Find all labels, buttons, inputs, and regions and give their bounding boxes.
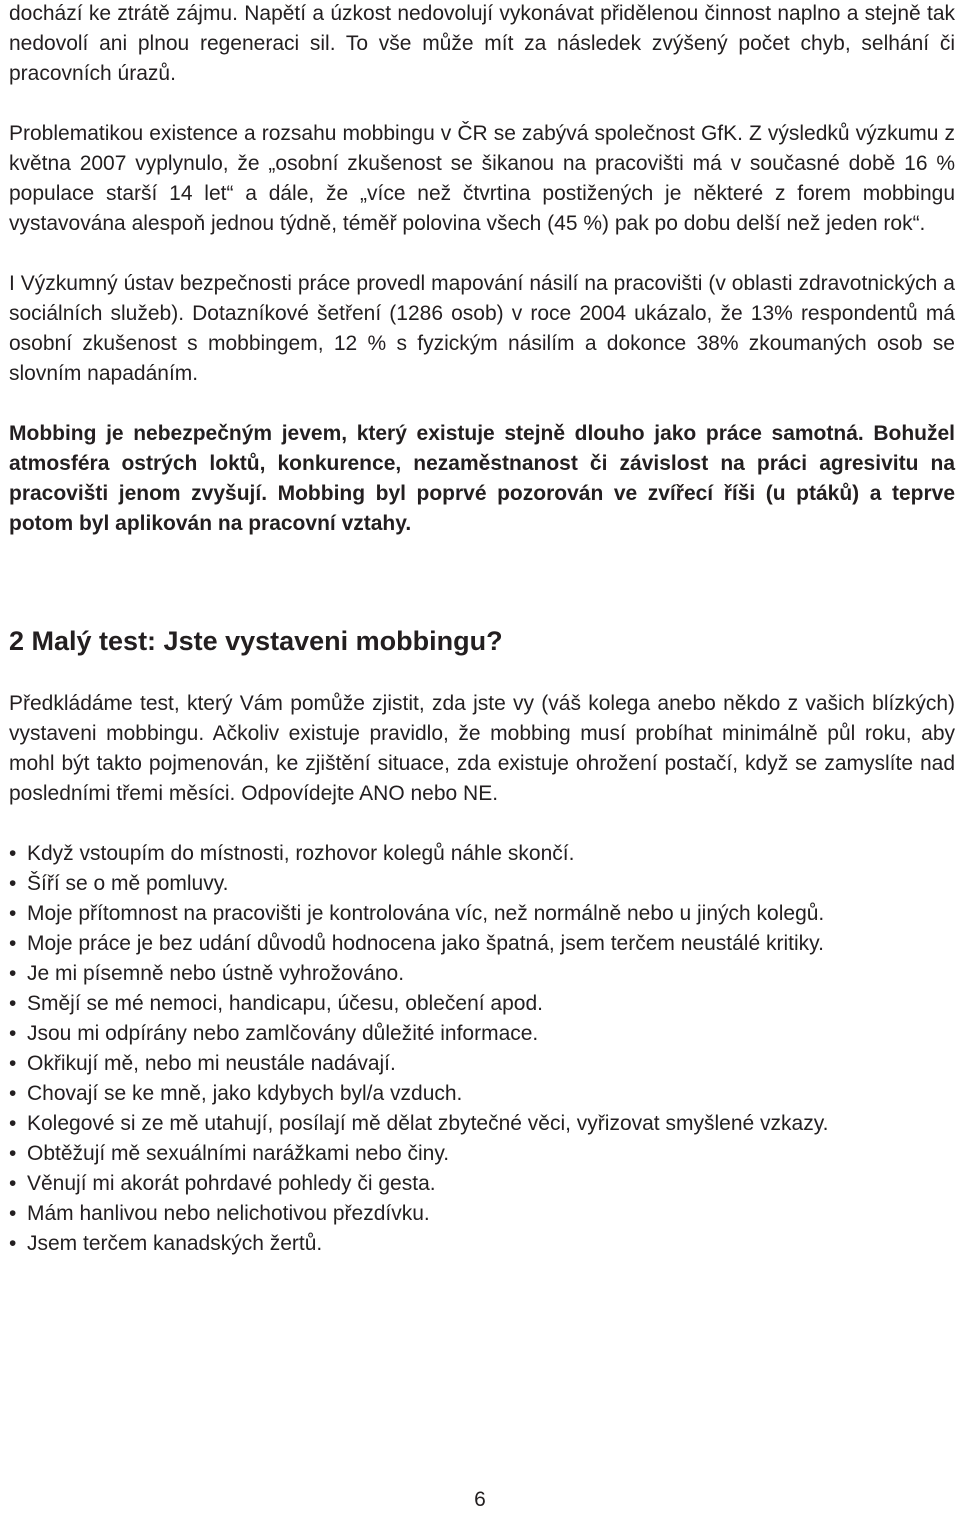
list-item: • Obtěžují mě sexuálními narážkami nebo činy. [9, 1139, 955, 1169]
list-item: • Moje práce je bez udání důvodů hodnocena jako špatná, jsem terčem neustálé kritiky. [9, 929, 955, 959]
document-page [9, 0, 955, 1259]
paragraph-vubp-research: I Výzkumný ústav bezpečnosti práce provedl mapování násilí na pracovišti (v oblasti zdravotnických a sociálních služeb). Dotazníkové šetření (1286 osob) v roce 2004 ukázalo, že 13% respondentů má osobní zkušenost s mobbingem, 12 % s fyzickým násilím a dokonce 38% zkoumaných osob se slovním napadáním. [9, 272, 955, 385]
question-list [9, 839, 955, 1259]
list-item: • Šíří se o mě pomluvy. [9, 869, 955, 899]
list-item: • Kolegové si ze mě utahují, posílají mě dělat zbytečné věci, vyřizovat smyšlené vzkazy. [9, 1109, 955, 1139]
list-item: • Jsem terčem kanadských žertů. [9, 1229, 955, 1259]
page-number: 6 [474, 1488, 486, 1511]
list-item: • Okřikují mě, nebo mi neustále nadávají. [9, 1049, 955, 1079]
list-item: • Je mi písemně nebo ústně vyhrožováno. [9, 959, 955, 989]
paragraph-consequences: dochází ke ztrátě zájmu. Napětí a úzkost nedovolují vykonávat přidělenou činnost naplno a stejně tak nedovolí ani plnou regeneraci sil. To vše může mít za následek zvýšený počet chyb, selhání či pracovních úrazů. [9, 2, 955, 85]
list-item: • Smějí se mé nemoci, handicapu, účesu, oblečení apod. [9, 989, 955, 1019]
list-item: • Chovají se ke mně, jako kdybych byl/a vzduch. [9, 1079, 955, 1109]
list-item: • Když vstoupím do místnosti, rozhovor kolegů náhle skončí. [9, 839, 955, 869]
list-item: • Věnují mi akorát pohrdavé pohledy či gesta. [9, 1169, 955, 1199]
section-heading: 2 Malý test: Jste vystaveni mobbingu? [9, 626, 503, 656]
list-item: • Mám hanlivou nebo nelichotivou přezdívku. [9, 1199, 955, 1229]
paragraph-mobbing-summary: Mobbing je nebezpečným jevem, který existuje stejně dlouho jako práce samotná. Bohužel atmosféra ostrých loktů, konkurence, nezaměstnanost či závislost na práci agresivitu na pracovišti jenom zvyšují. Mobbing byl poprvé pozorován ve zvířecí říši (u ptáků) a teprve potom byl aplikován na pracovní vztahy. [9, 422, 955, 535]
paragraph-gfk-research: Problematikou existence a rozsahu mobbingu v ČR se zabývá společnost GfK. Z výsledků výzkumu z května 2007 vyplynulo, že „osobní zkušenost se šikanou na pracovišti má v současné době 16 % populace starší 14 let“ a dále, že „více než čtvrtina postižených je některé z forem mobbingu vystavována alespoň jednou týdně, téměř polovina všech (45 %) pak po dobu delší než jeden rok“. [9, 122, 955, 235]
test-intro: Předkládáme test, který Vám pomůže zjistit, zda jste vy (váš kolega anebo někdo z vašich blízkých) vystaveni mobbingu. Ačkoliv existuje pravidlo, že mobbing musí probíhat minimálně půl roku, aby mohl být takto pojmenován, ke zjištění situace, zda existuje ohrožení postačí, když se zamyslíte nad posledními třemi měsíci. Odpovídejte ANO nebo NE. [9, 692, 955, 805]
list-item: • Moje přítomnost na pracovišti je kontrolována víc, než normálně nebo u jiných kolegů. [9, 899, 955, 929]
list-item: • Jsou mi odpírány nebo zamlčovány důležité informace. [9, 1019, 955, 1049]
